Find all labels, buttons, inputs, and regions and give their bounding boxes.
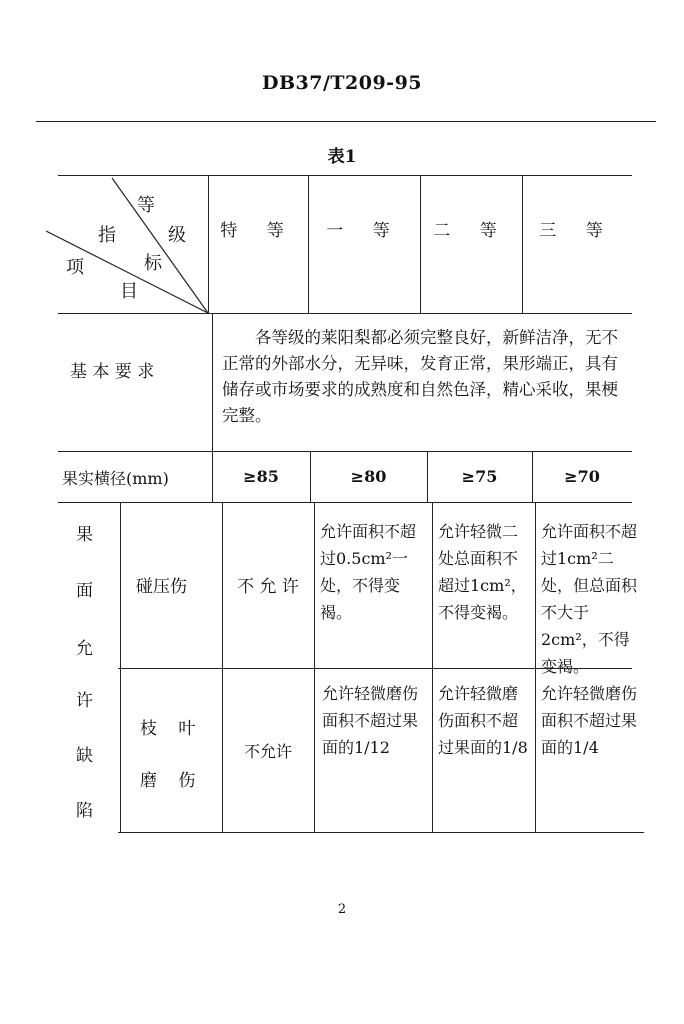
abrasion-label-line-2: 磨 伤 — [140, 771, 204, 791]
grade-header-third: 三 等 — [539, 221, 615, 241]
defect-group-char-5: 缺 — [76, 746, 93, 766]
table-title: 表1 — [327, 147, 357, 167]
abrasion-label-line-1: 枝 叶 — [140, 719, 204, 739]
corner-item-char-2: 目 — [120, 281, 138, 302]
bruise-third: 允许面积不超过1cm²二处，但总面积不大于2cm²，不得变褐。 — [541, 522, 638, 676]
bruise-label: 碰压伤 — [136, 577, 187, 597]
diameter-label: 果实横径(mm) — [62, 469, 169, 488]
page-number: 2 — [337, 902, 347, 917]
defect-group-char-3: 允 — [76, 639, 93, 659]
diameter-third: ≥70 — [564, 467, 600, 486]
abrasion-second: 允许轻微磨伤面积不超过果面的1/8 — [438, 684, 528, 757]
abrasion-special: 不允许 — [243, 742, 292, 761]
corner-grade-char-1: 等 — [137, 195, 155, 216]
grade-header-first: 一 等 — [326, 221, 402, 241]
abrasion-third: 允许轻微磨伤面积不超过果面的1/4 — [541, 684, 638, 757]
bruise-first: 允许面积不超过0.5cm²一处，不得变褐。 — [320, 522, 417, 622]
grade-header-special: 特 等 — [220, 221, 296, 241]
defect-group-char-6: 陷 — [76, 801, 93, 821]
bruise-second: 允许轻微二处总面积不超过1cm²，不得变褐。 — [438, 522, 527, 622]
grade-header-second: 二 等 — [433, 221, 509, 241]
diameter-special: ≥85 — [243, 467, 279, 486]
corner-item-char-1: 项 — [66, 257, 84, 278]
basic-requirements-label: 基 本 要 求 — [70, 362, 155, 382]
defect-group-char-2: 面 — [76, 581, 93, 601]
bruise-special: 不 允 许 — [237, 577, 299, 597]
diameter-first: ≥80 — [350, 467, 387, 486]
corner-grade-char-2: 级 — [168, 225, 186, 246]
corner-indicator-char-2: 标 — [144, 253, 162, 274]
abrasion-first: 允许轻微磨伤面积不超过果面的1/12 — [322, 684, 419, 757]
basic-requirements-text: 各等级的莱阳梨都必须完整良好，新鲜洁净，无不正常的外部水分，无异味，发育正常，果形端正，具有储存或市场要求的成熟度和自然色泽，精心采收，果梗完整。 — [222, 328, 618, 425]
defect-group-char-4: 许 — [76, 691, 93, 711]
defect-group-char-1: 果 — [76, 525, 93, 545]
document-code: DB37/T209-95 — [261, 72, 423, 94]
diameter-second: ≥75 — [461, 467, 498, 486]
corner-indicator-char-1: 指 — [98, 225, 116, 246]
